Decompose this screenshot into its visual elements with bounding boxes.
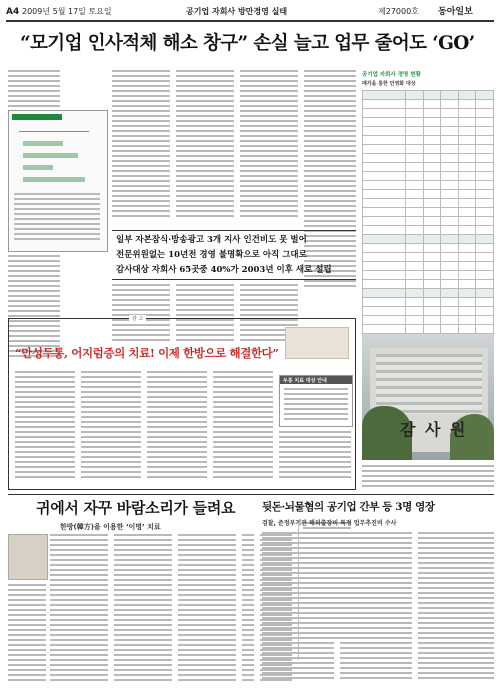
masthead: 동아일보 [438, 7, 473, 17]
page-header [6, 6, 494, 22]
bottom-right-col1 [262, 532, 334, 682]
ad-box [8, 318, 356, 490]
bottom-left-col2 [114, 534, 172, 684]
bottom-left-headline: 귀에서 자꾸 바람소리가 들려요 [36, 499, 236, 517]
bottom-right-subhead: 검찰, 준정부기관 해외출장비 특정 업무추진비 수사 [262, 520, 397, 527]
side-body [362, 465, 494, 490]
issue-number: 제27000호 [378, 7, 419, 16]
bottom-right-col3 [418, 532, 494, 682]
bottom-left-col1 [50, 534, 108, 684]
photo-sign: 감 사 원 [400, 420, 468, 439]
ad-portrait [285, 327, 349, 359]
lead-subhead-2: 전문위원없는 10년전 경영 불명확으로 아직 그대로 [116, 250, 307, 260]
subheads-block [112, 230, 356, 280]
bottom-left-col3 [178, 534, 236, 684]
lead-headline: “모기업 인사적체 해소 창구” 손실 늘고 업무 줄어도 ‘GO’ [20, 33, 475, 54]
side-table [362, 90, 494, 334]
side-table-caption: 매각을 통한 민영화 대상 [362, 81, 416, 87]
page-number: A4 [6, 7, 20, 17]
lead-subhead-1: 일부 자본잠식·방송광고 3개 지사 인건비도 못 벌어 [116, 235, 307, 245]
ad-list-box [279, 375, 353, 427]
side-table-title: 공기업 자회사 경영 현황 [362, 72, 421, 78]
lead-body-col3 [176, 70, 234, 220]
section-title: 공기업 자회사 방만경영 실태 [186, 7, 288, 16]
lead-subhead-3: 감사대상 자회사 65곳중 40%가 2003년 이후 새로 설립 [116, 265, 332, 275]
inset-chart [8, 110, 108, 252]
building-photo [362, 334, 494, 460]
lead-body-col2 [112, 70, 170, 220]
ad-list-title: 두통 치료 대상 안내 [283, 378, 327, 384]
bottom-right-headline: 뒷돈·뇌물혐의 공기업 간부 등 3명 영장 [262, 501, 435, 513]
ad-headline: “만성두통, 어지럼증의 치료! 이제 한방으로 해결한다” [15, 346, 279, 360]
issue-date: 2009년 5월 17일 토요일 [22, 7, 112, 16]
inset-chart-title-bar [12, 114, 62, 120]
bottom-right-col2 [340, 532, 412, 682]
bottom-left-subhead: 한방(韓方)을 이용한 ‘이명’ 치료 [60, 523, 161, 531]
ad-label: 광 고 [129, 315, 146, 322]
author-photo [8, 534, 48, 580]
lead-body-col4 [240, 70, 298, 220]
side-table-panel [362, 70, 494, 328]
bottom-left-col0 [8, 584, 46, 684]
